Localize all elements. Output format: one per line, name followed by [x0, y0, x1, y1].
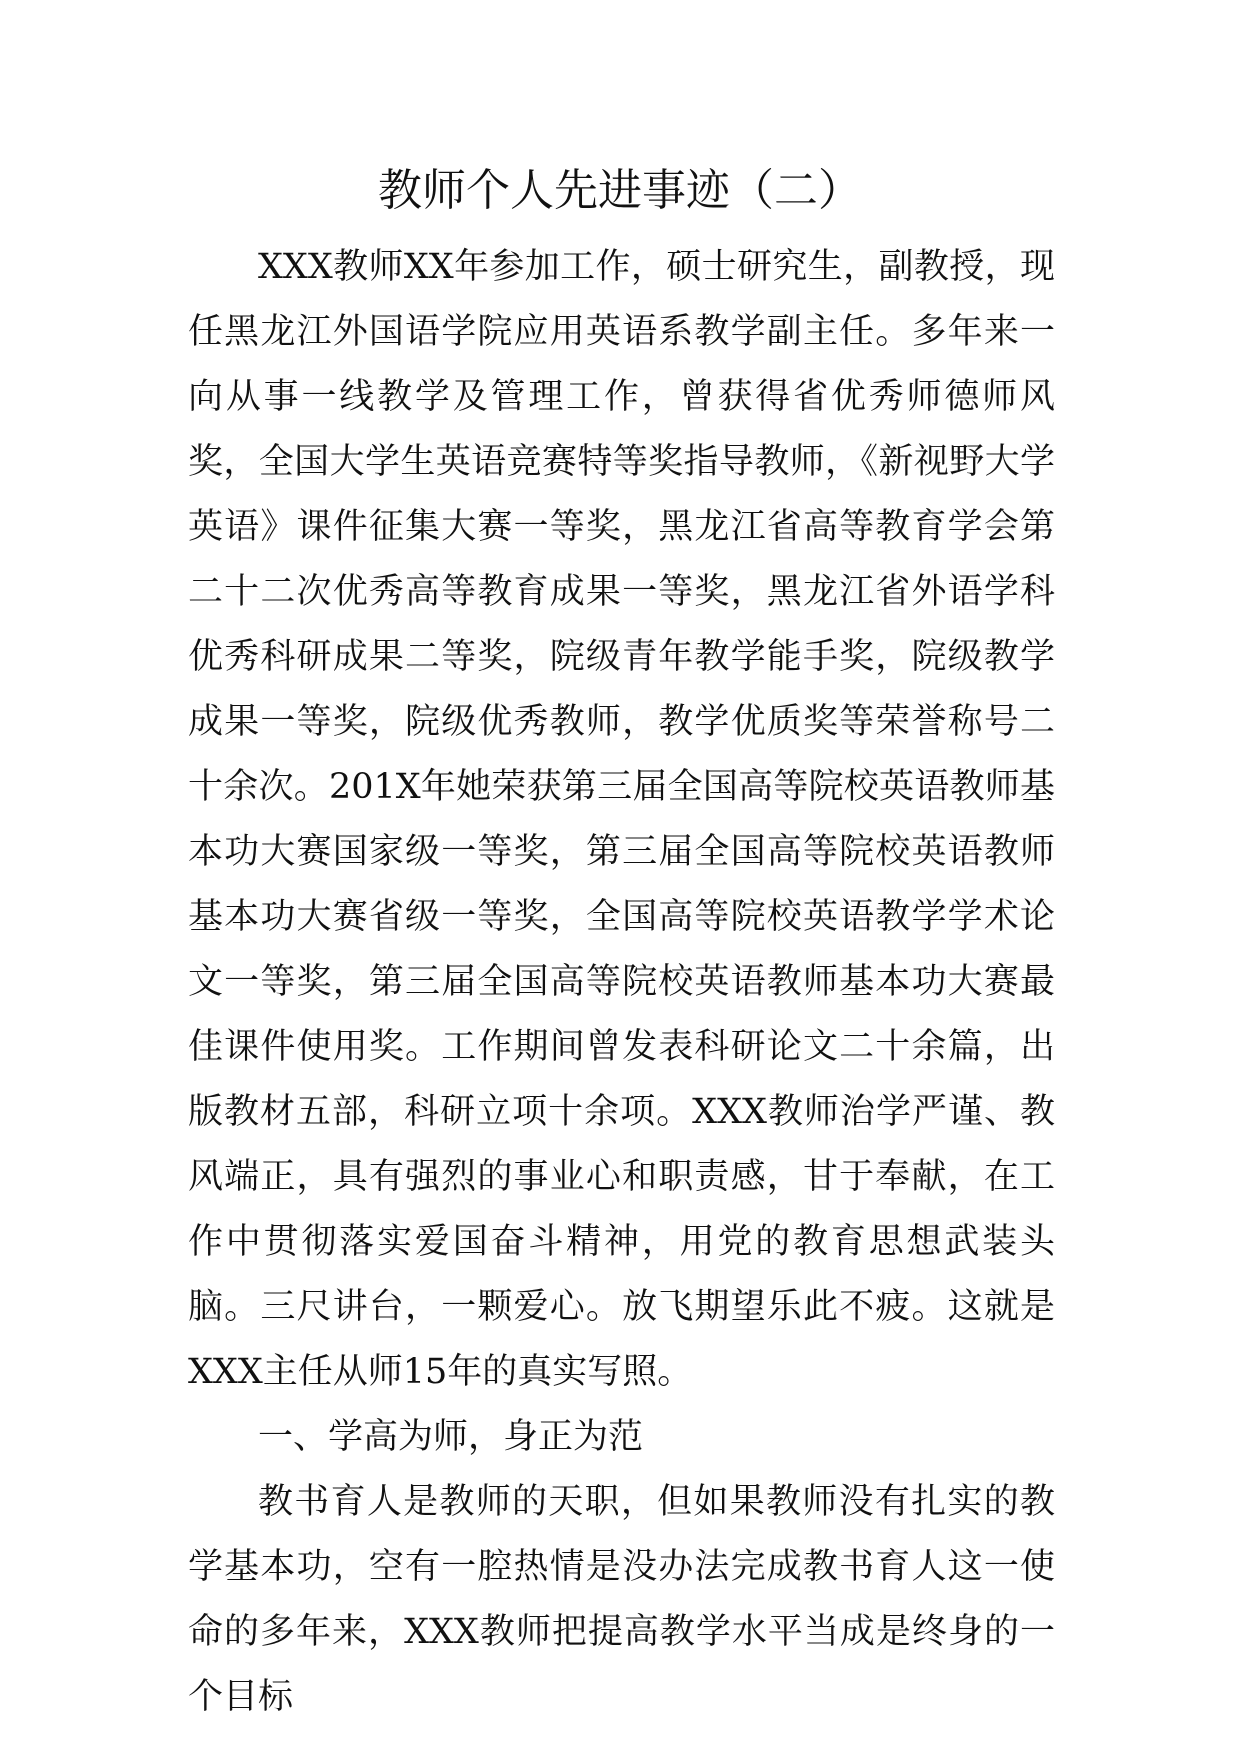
section-heading: 一、学高为师，身正为范: [258, 1417, 644, 1457]
body-paragraph: XXX教师XX年参加工作，硕士研究生，副教授，现任黑龙江外国语学院应用英语系教学副主任。多年来一向从事一线教学及管理工作，曾获得省优秀师德师风奖，全国大学生英语竞赛特等奖指导教师，《新视野大学英语》课件征集大赛一等奖，黑龙江省高等教育学会第二十二次优秀高等教育成果一等奖，黑龙江省外语学科优秀科研成果二等奖，院级青年教学能手奖，院级教学成果一等奖，院级优秀教师，教学优质奖等荣誉称号二十余次。201X年她荣获第三届全国高等院校英语教师基本功大赛国家级一等奖，第三届全国高等院校英语教师基本功大赛省级一等奖，全国高等院校英语教学学术论文一等奖，第三届全国高等院校英语教师基本功大赛最佳课件使用奖。工作期间曾发表科研论文二十余篇，出版教材五部，科研立项十余项。XXX教师治学严谨、教风端正，具有强烈的事业心和职责感，甘于奉献，在工作中贯彻落实爱国奋斗精神，用党的教育思想武装头脑。三尺讲台，一颗爱心。放飞期望乐此不疲。这就是XXX主任从师15年的真实写照。: [188, 247, 1055, 1392]
section-paragraph: 教书育人是教师的天职，但如果教师没有扎实的教学基本功，空有一腔热情是没办法完成教书育人这一使命的多年来，XXX教师把提高教学水平当成是终身的一个目标: [188, 1482, 1055, 1717]
document-body: [188, 235, 1055, 1730]
document-title: 教师个人先进事迹（二）: [378, 165, 862, 216]
